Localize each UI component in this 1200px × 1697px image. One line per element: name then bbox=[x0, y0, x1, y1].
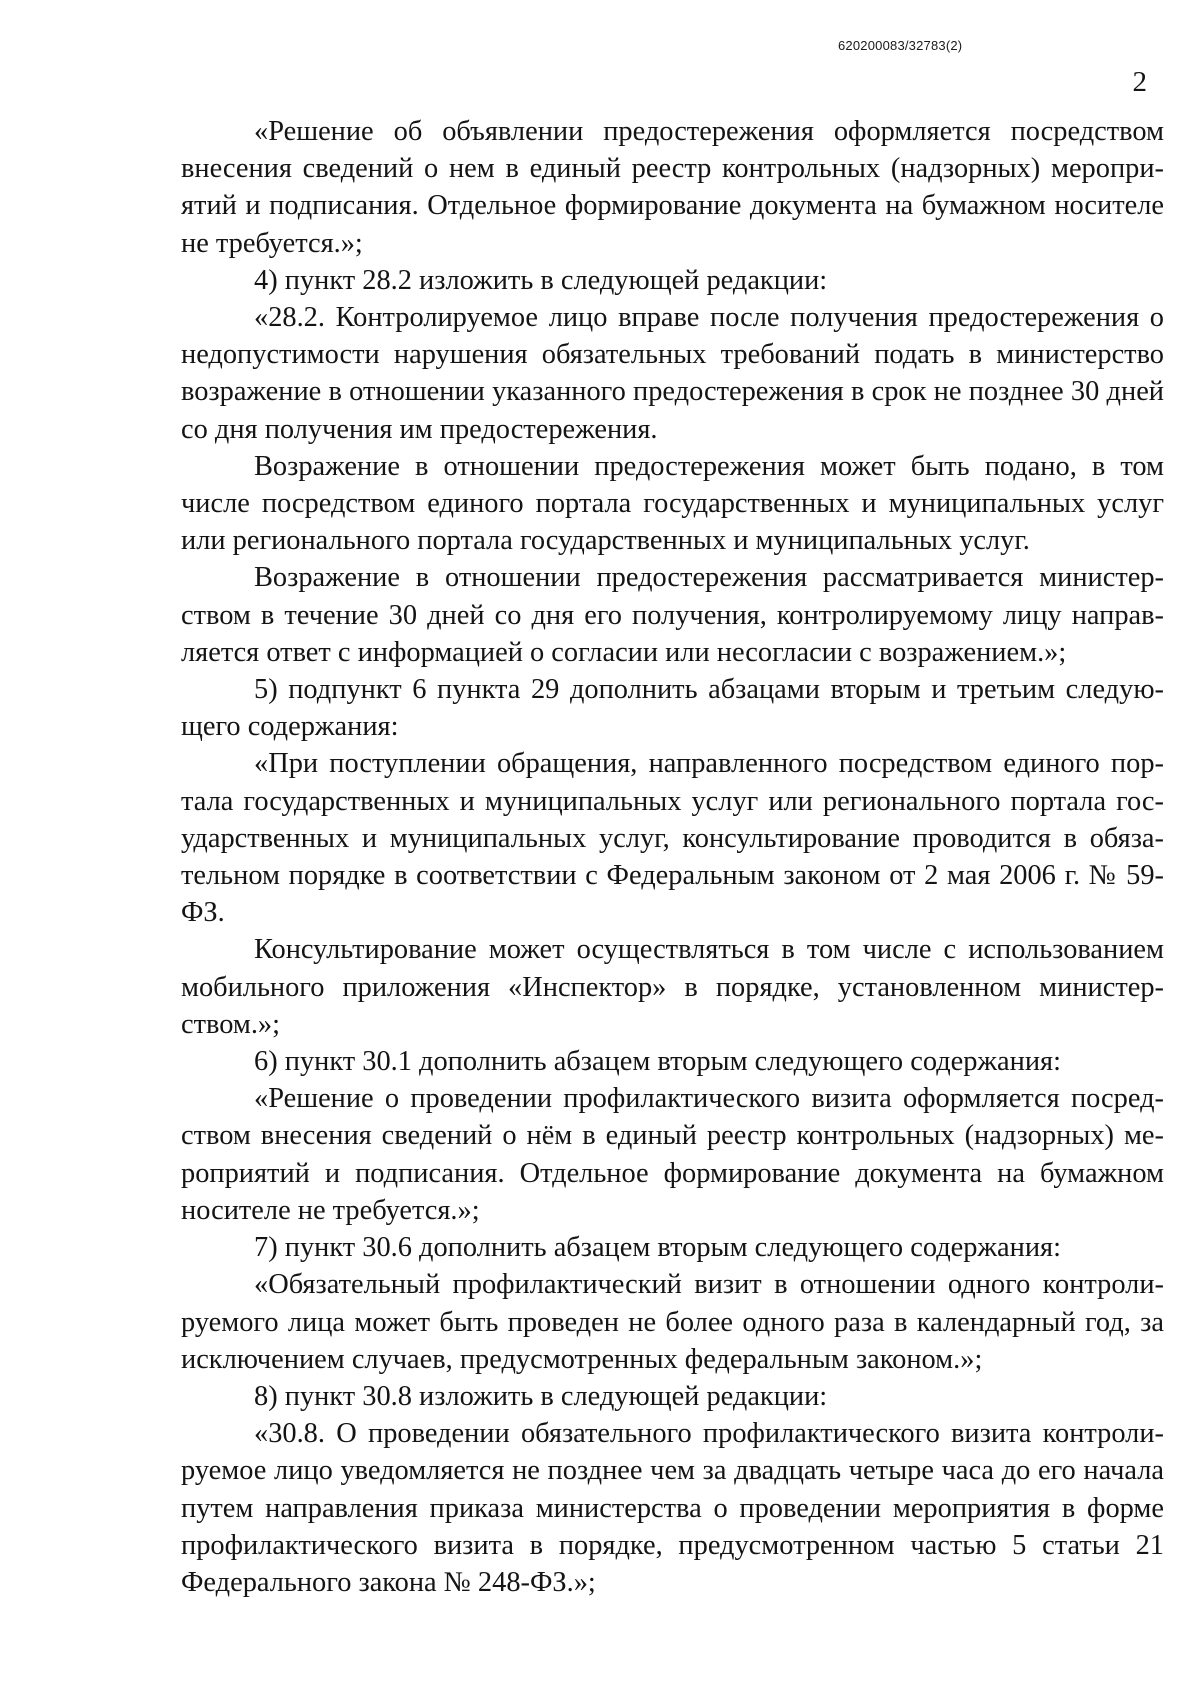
document-registration-number: 620200083/32783(2) bbox=[838, 38, 963, 53]
paragraph: «При поступлении обращения, направленного посредством единого портала государственных и муниципальных услуг или регионального портала государственных и муниципальных услуг, консультирование проводится в обязательном порядке в соответствии с Федеральным законом от 2 мая 2006 г. № 59-ФЗ. bbox=[181, 748, 1164, 929]
paragraph: Возражение в отношении предостережения рассматривается министерством в течение 30 дней со дня его получения, контролируемому лицу направляется ответ с информацией о согласии или несогласии с возражением.»; bbox=[181, 562, 1164, 668]
paragraph: 8) пункт 30.8 изложить в следующей редакции: bbox=[254, 1380, 828, 1412]
paragraph: «28.2. Контролируемое лицо вправе после получения предостережения о недопустимости нарушения обязательных требований подать в министерство возражение в отношении указанного предостережения в срок не позднее 30 дней со дня получения им предостережения. bbox=[181, 302, 1164, 445]
paragraph: «Обязательный профилактический визит в отношении одного контролируемого лица может быть проведен не более одного раза в календарный год, за исключением случаев, предусмотренных федеральным законом.»; bbox=[181, 1269, 1164, 1375]
document-body bbox=[181, 113, 1164, 1601]
paragraph: «Решение о проведении профилактического визита оформляется посредством внесения сведений о нём в единый реестр контрольных (надзорных) мероприятий и подписания. Отдельное формирование документа на бумажном носителе не требуется.»; bbox=[181, 1083, 1164, 1226]
paragraph: 4) пункт 28.2 изложить в следующей редакции: bbox=[254, 264, 828, 296]
paragraph: 5) подпункт 6 пункта 29 дополнить абзацами вторым и третьим следующего содержания: bbox=[181, 674, 1164, 743]
paragraph: Возражение в отношении предостережения может быть подано, в том числе посредством единого портала государственных и муниципальных услуг или регионального портала государственных и муниципальных услуг. bbox=[181, 450, 1164, 557]
page-number: 2 bbox=[1132, 66, 1147, 98]
paragraph: 7) пункт 30.6 дополнить абзацем вторым следующего содержания: bbox=[254, 1232, 1061, 1264]
paragraph: 6) пункт 30.1 дополнить абзацем вторым следующего содержания: bbox=[254, 1046, 1061, 1078]
paragraph: «30.8. О проведении обязательного профилактического визита контролируемое лицо уведомляется не позднее чем за двадцать четыре часа до его начала путем направления приказа министерства о проведении мероприятия в форме профилактического визита в порядке, предусмотренном частью 5 статьи 21 Федерального закона № 248-ФЗ.»; bbox=[181, 1418, 1164, 1598]
paragraph: Консультирование может осуществляться в том числе с использованием мобильного приложения «Инспектор» в порядке, установленном министерством.»; bbox=[181, 934, 1164, 1040]
paragraph: «Решение об объявлении предостережения оформляется посредством внесения сведений о нем в единый реестр контрольных (надзорных) мероприятий и подписания. Отдельное формирование документа на бумажном носителе не требуется.»; bbox=[181, 116, 1164, 259]
